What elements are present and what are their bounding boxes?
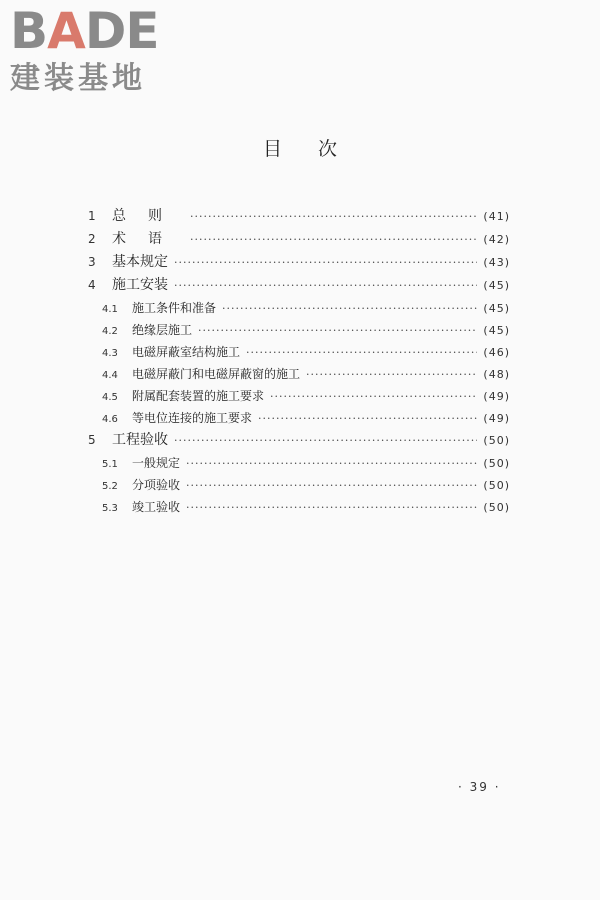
toc-entry[interactable]	[88, 474, 510, 496]
toc-entry[interactable]	[88, 205, 510, 228]
toc-leader-dots	[190, 228, 477, 251]
toc-entry-number: 5.2	[102, 481, 118, 492]
toc-entry-page: (45)	[483, 302, 510, 315]
toc-entry[interactable]	[88, 274, 510, 297]
toc-entry-label: 绝缘层施工	[132, 323, 193, 337]
toc-entry-number: 2	[88, 232, 96, 246]
toc-entry-label: 施工条件和准备	[132, 301, 217, 315]
toc-entry-label: 竣工验收	[132, 500, 181, 514]
toc-entry-label: 附属配套装置的施工要求	[132, 389, 265, 403]
toc-entry[interactable]	[88, 297, 510, 319]
toc-entry-page: (42)	[483, 233, 510, 246]
logo-letter-b: B	[10, 2, 48, 60]
brand-logo	[10, 2, 175, 98]
toc-entry-page: (50)	[483, 457, 510, 470]
toc-leader-dots	[222, 298, 477, 320]
logo-chinese-text: 建装基地	[10, 61, 146, 96]
toc-entry-number: 4.3	[102, 348, 118, 359]
toc-entry-number: 3	[88, 255, 96, 269]
toc-entry-label: 术语	[112, 231, 184, 247]
toc-entry-number: 4.1	[102, 304, 118, 315]
toc-leader-dots	[270, 386, 477, 408]
toc-entry-label: 工程验收	[112, 432, 168, 448]
toc-entry-label: 总则	[112, 208, 184, 224]
toc-entry[interactable]	[88, 496, 510, 518]
toc-entry-label: 电磁屏蔽室结构施工	[132, 345, 241, 359]
logo-letter-a: A	[47, 2, 85, 60]
toc-entry-page: (50)	[483, 434, 510, 447]
toc-entry[interactable]	[88, 385, 510, 407]
toc-entry-label: 分项验收	[132, 478, 181, 492]
logo-wordmark	[10, 2, 175, 60]
toc-entry-page: (48)	[483, 368, 510, 381]
toc-entry-label: 电磁屏蔽门和电磁屏蔽窗的施工	[132, 367, 301, 381]
toc-leader-dots	[174, 251, 477, 274]
toc-entry-number: 1	[88, 209, 96, 223]
toc-leader-dots	[190, 205, 477, 228]
toc-entry-page: (49)	[483, 390, 510, 403]
toc-entry-number: 4.2	[102, 326, 118, 337]
toc-entry-page: (45)	[483, 279, 510, 292]
toc-leader-dots	[174, 274, 477, 297]
toc-entry-number: 5.1	[102, 459, 118, 470]
toc-leader-dots	[186, 453, 477, 475]
toc-entry-number: 4.6	[102, 414, 118, 425]
toc-entry[interactable]	[88, 429, 510, 452]
toc-entry[interactable]	[88, 341, 510, 363]
toc-entry-label: 等电位连接的施工要求	[132, 411, 253, 425]
toc-entry-page: (50)	[483, 501, 510, 514]
toc-entry-page: (45)	[483, 324, 510, 337]
toc-entry-number: 4.4	[102, 370, 118, 381]
toc-leader-dots	[174, 429, 477, 452]
toc-entry[interactable]	[88, 363, 510, 385]
toc-entry-label: 基本规定	[112, 254, 168, 270]
toc-entry-label: 施工安装	[112, 277, 168, 293]
toc-leader-dots	[258, 408, 477, 430]
toc-entry-page: (41)	[483, 210, 510, 223]
toc-entry[interactable]	[88, 319, 510, 341]
toc-entry-page: (43)	[483, 256, 510, 269]
toc-leader-dots	[198, 320, 477, 342]
toc-leader-dots	[186, 497, 477, 519]
toc-entry[interactable]	[88, 407, 510, 429]
toc-entry-number: 5.3	[102, 503, 118, 514]
toc-leader-dots	[246, 342, 477, 364]
page-number: · 39 ·	[458, 780, 501, 794]
logo-letters-de: DE	[84, 2, 159, 60]
toc-entry[interactable]	[88, 251, 510, 274]
toc-entry-number: 4	[88, 278, 96, 292]
toc-entry[interactable]	[88, 228, 510, 251]
toc-entry-page: (50)	[483, 479, 510, 492]
toc-leader-dots	[186, 475, 477, 497]
toc-leader-dots	[306, 364, 477, 386]
page-title: 目次	[262, 138, 373, 160]
toc-entry-number: 5	[88, 433, 96, 447]
toc-entry-page: (49)	[483, 412, 510, 425]
toc-entry-number: 4.5	[102, 392, 118, 403]
table-of-contents	[88, 205, 510, 518]
toc-entry-label: 一般规定	[132, 456, 181, 470]
toc-entry-page: (46)	[483, 346, 510, 359]
toc-entry[interactable]	[88, 452, 510, 474]
